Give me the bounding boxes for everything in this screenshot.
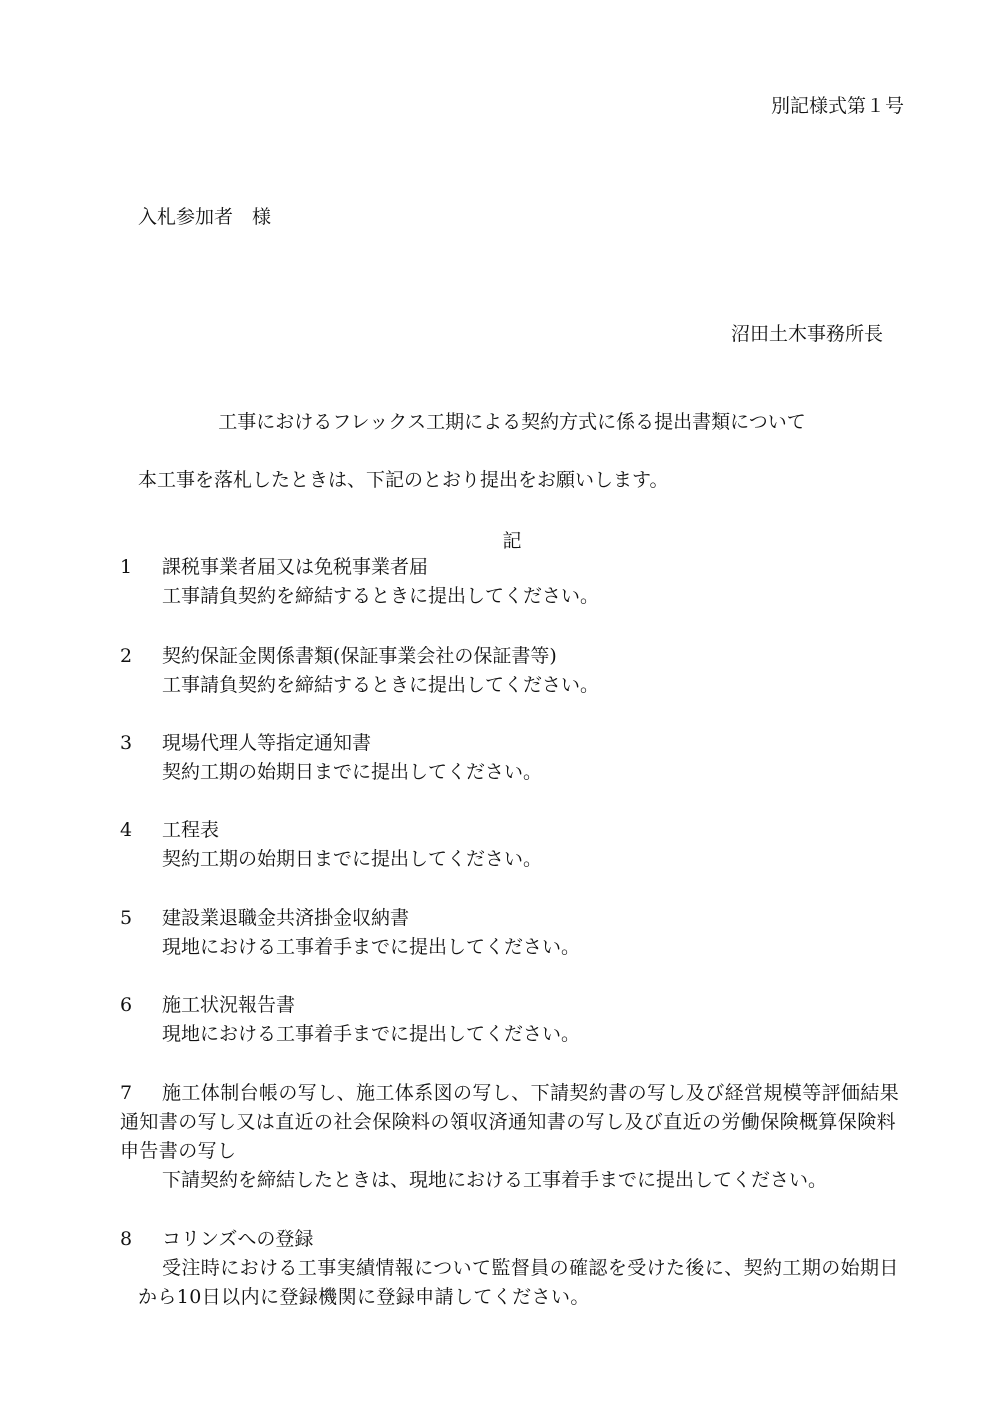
list-item bbox=[120, 1079, 915, 1166]
item-number: 5 bbox=[120, 907, 133, 929]
ki-heading: 記 bbox=[502, 530, 522, 552]
list-item bbox=[120, 642, 910, 700]
list-item bbox=[120, 991, 910, 1049]
item-detail: 下請契約を締結したときは、現地における工事着手までに提出してください。 bbox=[162, 1169, 828, 1191]
item-number: 3 bbox=[120, 732, 133, 754]
list-item bbox=[120, 816, 910, 874]
item-number: 8 bbox=[120, 1228, 133, 1250]
item-heading: 課税事業者届又は免税事業者届 bbox=[162, 556, 429, 578]
document-title: 工事におけるフレックス工期による契約方式に係る提出書類について bbox=[218, 411, 806, 433]
item-number: 7 bbox=[120, 1082, 133, 1104]
item-heading: 工程表 bbox=[162, 819, 220, 841]
item-number: 4 bbox=[120, 819, 133, 841]
list-item bbox=[120, 904, 910, 962]
item-heading: 施工体制台帳の写し、施工体系図の写し、下請契約書の写し及び経営規模等評価結果通知書の写し又は直近の社会保険料の領収済通知書の写し及び直近の労働保険概算保険料申告書の写し bbox=[120, 1082, 900, 1162]
list-item bbox=[120, 1225, 910, 1254]
addressee: 入札参加者 様 bbox=[138, 206, 272, 228]
item-heading: 現場代理人等指定通知書 bbox=[162, 732, 372, 754]
sender: 沼田土木事務所長 bbox=[730, 323, 883, 345]
item-number: 1 bbox=[120, 556, 133, 578]
list-item bbox=[120, 553, 910, 611]
item-detail: 工事請負契約を締結するときに提出してください。 bbox=[162, 585, 600, 607]
item-heading: 施工状況報告書 bbox=[162, 994, 296, 1016]
item-detail: 契約工期の始期日までに提出してください。 bbox=[162, 761, 543, 783]
item-heading: コリンズへの登録 bbox=[162, 1228, 314, 1250]
item-number: 2 bbox=[120, 645, 133, 667]
item-detail: 工事請負契約を締結するときに提出してください。 bbox=[162, 674, 600, 696]
item-detail: 受注時における工事実績情報について監督員の確認を受けた後に、契約工期の始期日から10日以内に登録機関に登録申請してください。 bbox=[138, 1257, 899, 1308]
item-heading: 契約保証金関係書類(保証事業会社の保証書等) bbox=[162, 645, 557, 667]
item-detail: 契約工期の始期日までに提出してください。 bbox=[162, 848, 543, 870]
item-number: 6 bbox=[120, 994, 133, 1016]
item-heading: 建設業退職金共済掛金収納書 bbox=[162, 907, 410, 929]
item-detail: 現地における工事着手までに提出してください。 bbox=[162, 1023, 581, 1045]
item-detail: 現地における工事着手までに提出してください。 bbox=[162, 936, 581, 958]
form-number: 別記様式第１号 bbox=[770, 95, 904, 117]
intro-text: 本工事を落札したときは、下記のとおり提出をお願いします。 bbox=[138, 469, 669, 491]
list-item bbox=[120, 729, 910, 787]
